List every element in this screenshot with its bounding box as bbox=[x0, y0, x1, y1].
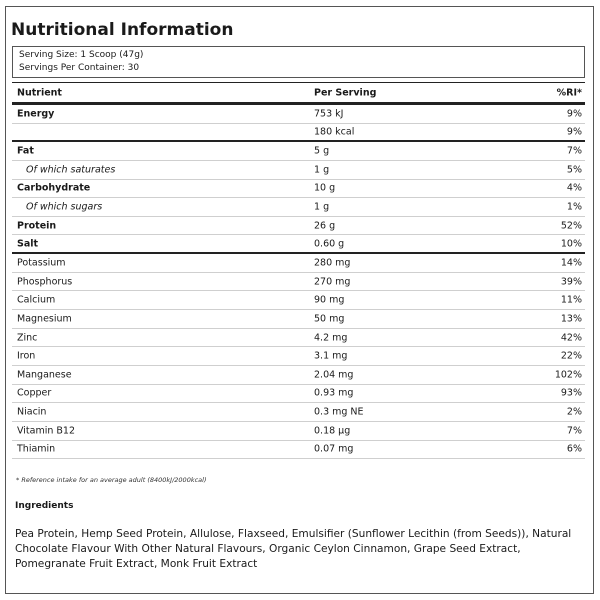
ri-percent: 1% bbox=[566, 201, 582, 213]
serving-size: Serving Size: 1 Scoop (47g) bbox=[19, 50, 144, 60]
table-row bbox=[12, 385, 585, 404]
ri-percent: 11% bbox=[560, 294, 582, 306]
table-row bbox=[12, 310, 585, 329]
nutrient-name: Vitamin B12 bbox=[17, 425, 76, 437]
header-per-serving: Per Serving bbox=[314, 87, 377, 98]
per-serving-value: 10 g bbox=[314, 182, 336, 194]
ri-percent: 7% bbox=[566, 145, 582, 157]
per-serving-value: 180 kcal bbox=[314, 126, 355, 138]
nutrient-name: Niacin bbox=[17, 406, 47, 418]
nutrient-name: Energy bbox=[17, 108, 55, 120]
per-serving-value: 753 kJ bbox=[314, 108, 344, 120]
reference-intake-footnote: * Reference intake for an average adult (8400kJ/2000kcal) bbox=[16, 476, 207, 484]
per-serving-value: 0.3 mg NE bbox=[314, 406, 364, 418]
per-serving-value: 3.1 mg bbox=[314, 350, 348, 362]
per-serving-value: 2.04 mg bbox=[314, 369, 354, 381]
table-row bbox=[12, 180, 585, 199]
per-serving-value: 280 mg bbox=[314, 257, 351, 269]
nutrient-name: Fat bbox=[17, 145, 34, 157]
per-serving-value: 5 g bbox=[314, 145, 330, 157]
ri-percent: 2% bbox=[566, 406, 582, 418]
nutrient-name: Of which sugars bbox=[26, 201, 103, 213]
ingredients-text: Pea Protein, Hemp Seed Protein, Allulose, Flaxseed, Emulsifier (Sunflower Lecithin (from Seeds)), Natural Chocolate Flavour With Other Natural Flavours, Organic Ceylon Cinnamon, Grape Seed Extract, Pomegranate Fruit Extract, Monk Fruit Extract bbox=[15, 528, 572, 570]
per-serving-value: 0.18 µg bbox=[314, 425, 351, 437]
table-row bbox=[12, 422, 585, 441]
servings-per-container: Servings Per Container: 30 bbox=[19, 63, 140, 73]
per-serving-value: 4.2 mg bbox=[314, 332, 348, 343]
per-serving-value: 1 g bbox=[314, 164, 330, 176]
ri-percent: 102% bbox=[554, 369, 582, 381]
ri-percent: 14% bbox=[560, 257, 582, 269]
table-row bbox=[12, 273, 585, 292]
serving-info-box bbox=[12, 46, 585, 78]
page-title: Nutritional Information bbox=[11, 20, 234, 40]
table-row bbox=[12, 235, 585, 254]
table-row bbox=[12, 161, 585, 180]
nutrient-name: Iron bbox=[17, 350, 36, 362]
per-serving-value: 90 mg bbox=[314, 294, 345, 306]
table-header-row bbox=[12, 83, 585, 105]
nutrient-name: Thiamin bbox=[17, 443, 56, 455]
ri-percent: 7% bbox=[566, 425, 582, 437]
header-nutrient: Nutrient bbox=[17, 87, 62, 98]
nutrition-table bbox=[12, 82, 585, 459]
nutrient-name: Phosphorus bbox=[17, 276, 73, 288]
table-row bbox=[12, 441, 585, 460]
per-serving-value: 26 g bbox=[314, 220, 336, 232]
table-row bbox=[12, 329, 585, 348]
table-row bbox=[12, 291, 585, 310]
table-row bbox=[12, 254, 585, 273]
per-serving-value: 1 g bbox=[314, 201, 330, 213]
ri-percent: 4% bbox=[566, 182, 582, 194]
nutrient-name: Carbohydrate bbox=[17, 182, 91, 194]
ri-percent: 9% bbox=[566, 126, 582, 138]
ri-percent: 13% bbox=[560, 313, 582, 325]
table-row bbox=[12, 403, 585, 422]
header-ri: %RI* bbox=[556, 87, 582, 98]
table-row bbox=[12, 142, 585, 161]
nutrient-name: Magnesium bbox=[17, 313, 72, 325]
nutrient-name: Potassium bbox=[17, 257, 66, 269]
table-row bbox=[12, 105, 585, 124]
nutrient-name: Calcium bbox=[17, 294, 56, 306]
per-serving-value: 50 mg bbox=[314, 313, 345, 325]
table-row bbox=[12, 217, 585, 236]
ri-percent: 5% bbox=[566, 164, 582, 176]
ri-percent: 93% bbox=[560, 387, 582, 399]
ri-percent: 52% bbox=[560, 220, 582, 232]
ri-percent: 42% bbox=[560, 332, 582, 343]
per-serving-value: 0.60 g bbox=[314, 238, 345, 250]
nutrient-name: Copper bbox=[17, 387, 52, 399]
nutrient-name: Of which saturates bbox=[26, 164, 116, 176]
nutrient-name: Salt bbox=[17, 238, 39, 250]
nutrient-name: Protein bbox=[17, 220, 57, 232]
ingredients-heading: Ingredients bbox=[15, 501, 74, 511]
nutrient-name: Manganese bbox=[17, 369, 72, 381]
per-serving-value: 270 mg bbox=[314, 276, 351, 288]
table-row bbox=[12, 124, 585, 143]
ri-percent: 22% bbox=[560, 350, 582, 362]
ri-percent: 6% bbox=[566, 443, 582, 455]
ri-percent: 10% bbox=[560, 238, 582, 250]
ri-percent: 9% bbox=[566, 108, 582, 120]
table-row bbox=[12, 347, 585, 366]
per-serving-value: 0.07 mg bbox=[314, 443, 354, 455]
table-row bbox=[12, 366, 585, 385]
per-serving-value: 0.93 mg bbox=[314, 387, 354, 399]
table-row bbox=[12, 198, 585, 217]
nutrient-name: Zinc bbox=[17, 332, 38, 343]
ri-percent: 39% bbox=[560, 276, 582, 288]
